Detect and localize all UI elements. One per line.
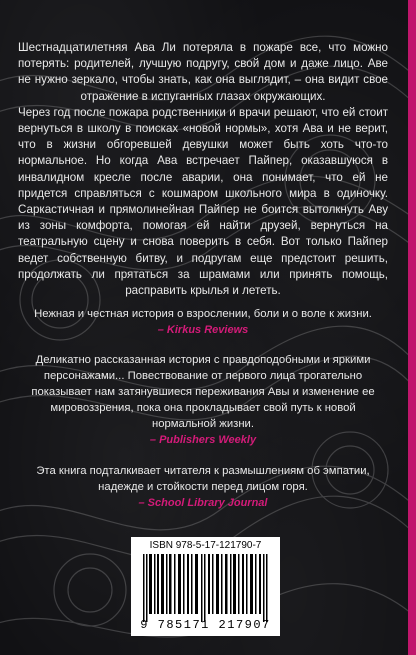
review-kirkus — [18, 306, 388, 338]
isbn-label: ISBN 978-5-17-121790-7 — [149, 540, 262, 551]
spine-accent-bar — [408, 0, 416, 655]
book-blurb — [18, 40, 388, 299]
review-source: – School Library Journal — [138, 497, 268, 509]
isbn-barcode — [131, 537, 280, 636]
review-slj — [18, 463, 388, 511]
review-text: Деликатно рассказанная история с правдоподобными и яркими персонажами... Повествование от первого лица трогательно показывает нам затянувшиеся переживания Авы и изменение ее мировоззрения, пока она прокладывает свой путь к новой нормальной жизни. — [31, 354, 375, 430]
barcode-digits: 9 785171 217907 — [140, 618, 271, 632]
review-publishers-weekly — [18, 352, 388, 448]
blurb-paragraph-1: Шестнадцатилетняя Ава Ли потеряла в пожаре все, что можно потерять: родителей, лучшую подругу, свой дом и даже лицо. Аве не нужно зеркало, чтобы знать, как она выглядит, – она видит свое отражение в испуганных глазах окружающих. — [18, 41, 388, 103]
review-text: Нежная и честная история о взрослении, боли и о воле к жизни. — [34, 308, 372, 320]
review-source: – Publishers Weekly — [149, 434, 257, 446]
review-text: Эта книга подталкивает читателя к размышлениям об эмпатии, надежде и стойкости перед лицом горя. — [36, 465, 370, 493]
blurb-paragraph-2: Через год после пожара родственники и врачи решают, что ей стоит вернуться в школу в поисках «новой нормы», хотя Ава и не верит, что в жизни обгоревшей девушки может быть хоть что-то нормальное. Но когда Ава встречает Пайпер, оказавшуюся в инвалидном кресле после аварии, она понимает, что ей не придется справляться с кошмаром школьного мира в одиночку. Саркастичная и прямолинейная Пайпер не боится вытолкнуть Аву из зоны комфорта, помогая ей найти друзей, вернуться на театральную сцену и снова поверить в себя. Вот только Пайпер ведет собственную битву, и подругам еще предстоит решить, продолжать ли прятаться за шрамами или принять помощь, расправить крылья и лететь. — [18, 105, 388, 298]
review-source: – Kirkus Reviews — [157, 324, 249, 336]
barcode-bars — [139, 554, 274, 622]
